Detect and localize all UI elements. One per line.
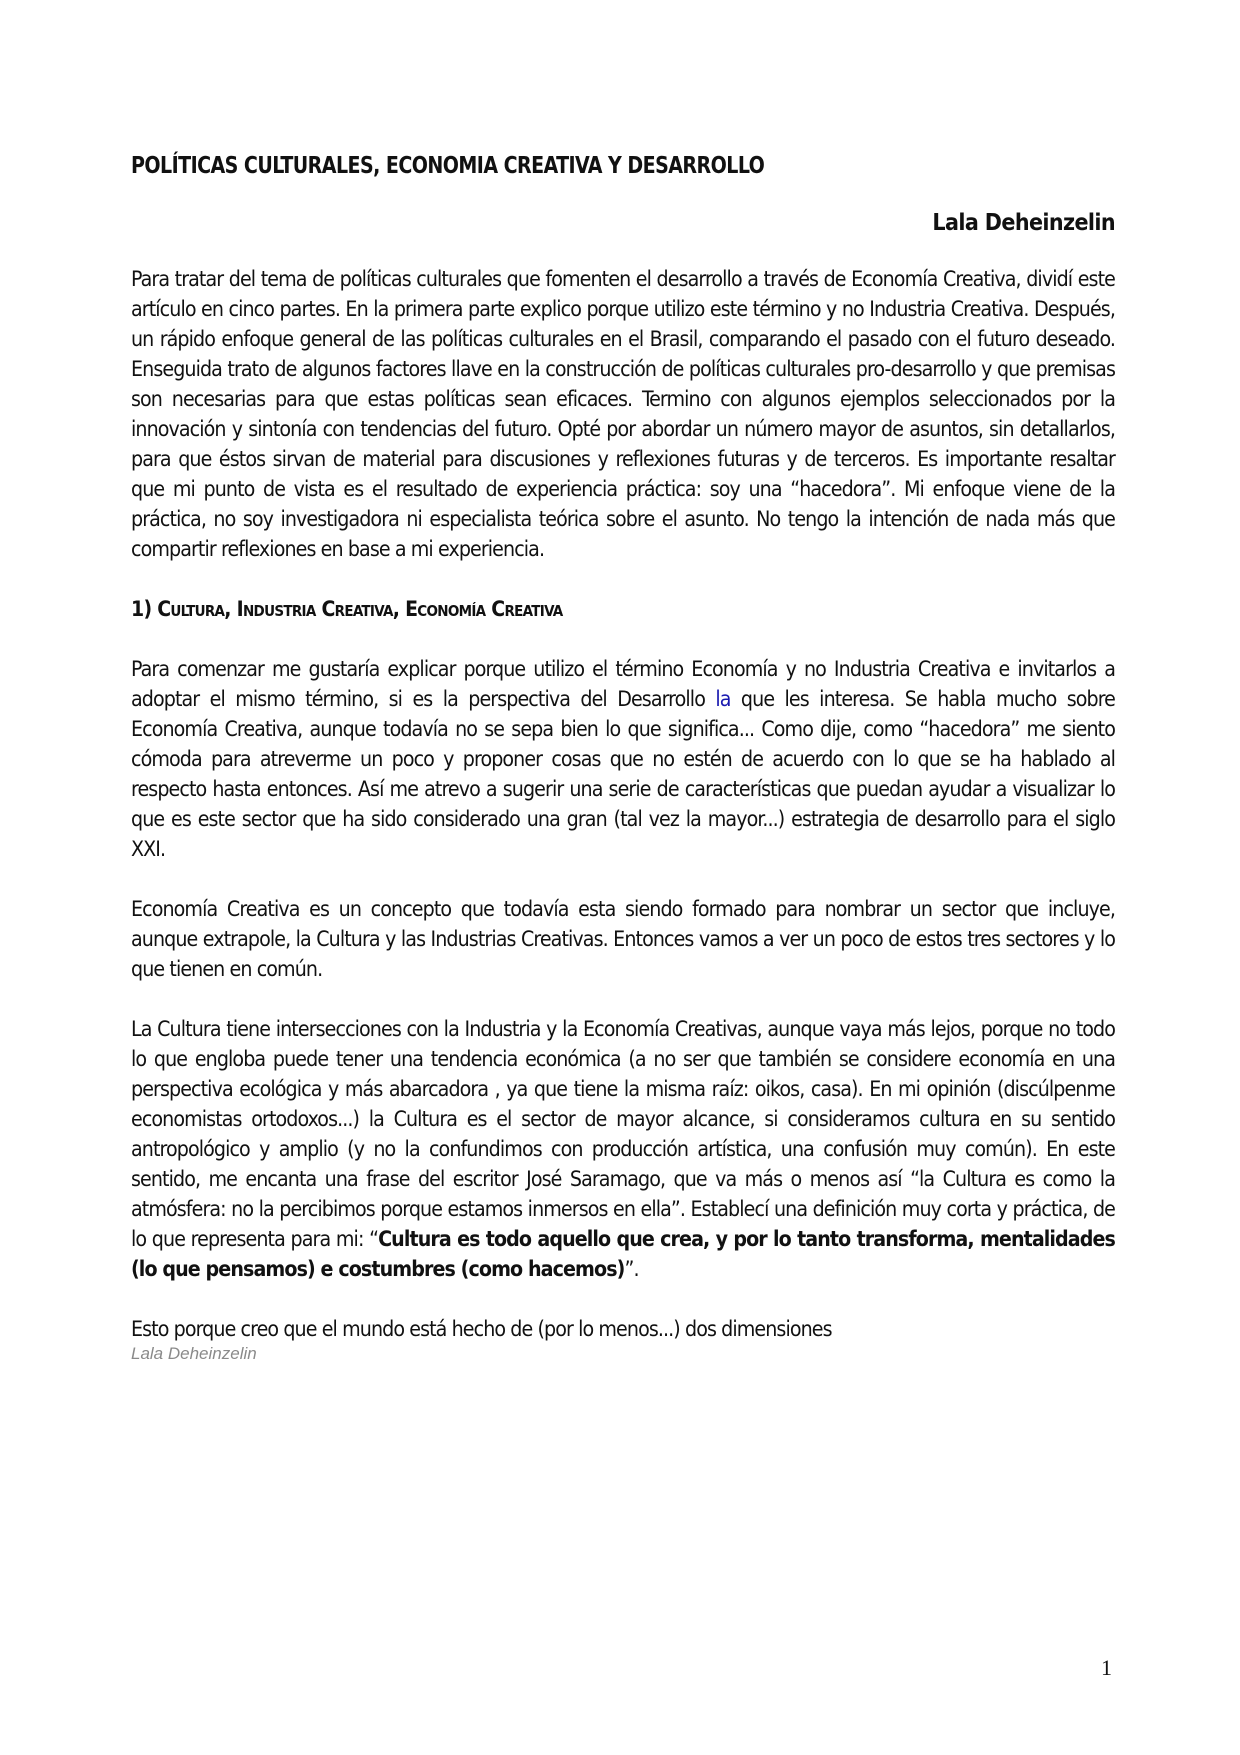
inline-link[interactable]: la — [715, 686, 731, 711]
section-heading: 1) Cultura, Industria Creativa, Economía Creativa — [131, 597, 563, 621]
paragraph-4 — [131, 1014, 1115, 1284]
paragraph-5: Esto porque creo que el mundo está hecho de (por lo menos...) dos dimensiones — [131, 1316, 832, 1341]
culture-definition: Cultura es todo aquello que crea, y por lo tanto transforma, mentalidades (lo que pensamos) e costumbres (como hacemos) — [131, 1226, 1115, 1281]
document-title: POLÍTICAS CULTURALES, ECONOMIA CREATIVA Y DESARROLLO — [131, 153, 765, 179]
page-content — [131, 146, 1115, 1364]
paragraph-4-end: ”. — [624, 1256, 639, 1281]
paragraph-3: Economía Creativa es un concepto que todavía esta siendo formado para nombrar un sector que incluye, aunque extrapole, la Cultura y las Industrias Creativas. Entonces vamos a ver un poco de estos tres sectores y lo que tienen en común. — [131, 896, 1115, 981]
paragraph-2-text-a: Para comenzar me gustaría explicar porque utilizo el término Economía y no Industria Creativa e invitarlos a adoptar el mismo término, si es la perspectiva del Desarrollo — [131, 656, 1115, 711]
page-number: 1 — [1101, 1655, 1112, 1680]
paragraph-2 — [131, 654, 1115, 864]
paragraph-2-text-b: que les interesa. Se habla mucho sobre Economía Creativa, aunque todavía no se sepa bien lo que significa... Como dije, como “hacedora” me siento cómoda para atreverme un poco y proponer cosas que no estén de acuerdo con lo que se ha hablado al respecto hasta entonces. Así me atrevo a sugerir una serie de características que puedan ayudar a visualizar lo que es este sector que ha sido considerado una gran (tal vez la mayor...) estrategia de desarrollo para el siglo XXI. — [131, 686, 1116, 861]
paragraph-4-text: La Cultura tiene intersecciones con la Industria y la Economía Creativas, aunque vaya más lejos, porque no todo lo que engloba puede tener una tendencia económica (a no ser que también se considere economía en una perspectiva ecológica y más abarcadora , ya que tiene la misma raíz: oikos, casa). En mi opinión (discúlpenme economistas ortodoxos...) la Cultura es el sector de mayor alcance, si consideramos cultura en su sentido antropológico y amplio (y no la confundimos con producción artística, una confusión muy común). En este sentido, me encanta una frase del escritor José Saramago, que va más o menos así “la Cultura es como la atmósfera: no la percibimos porque estamos inmersos en ella”. Establecí una definición muy corta y práctica, de lo que representa para mi: “ — [131, 1016, 1115, 1251]
footer-author: Lala Deheinzelin — [131, 1344, 257, 1363]
intro-paragraph: Para tratar del tema de políticas culturales que fomenten el desarrollo a través de Economía Creativa, dividí este artículo en cinco partes. En la primera parte explico porque utilizo este término y no Industria Creativa. Después, un rápido enfoque general de las políticas culturales en el Brasil, comparando el pasado con el futuro deseado. Enseguida trato de algunos factores llave en la construcción de políticas culturales pro-desarrollo y que premisas son necesarias para que estas políticas sean eficaces. Termino con algunos ejemplos seleccionados por la innovación y sintonía con tendencias del futuro. Opté por abordar un número mayor de asuntos, sin detallarlos, para que éstos sirvan de material para discusiones y reflexiones futuras y de terceros. Es importante resaltar que mi punto de vista es el resultado de experiencia práctica: soy una “hacedora”. Mi enfoque viene de la práctica, no soy investigadora ni especialista teórica sobre el asunto. No tengo la intención de nada más que compartir reflexiones en base a mi experiencia. — [131, 266, 1115, 561]
document-author: Lala Deheinzelin — [932, 210, 1115, 236]
